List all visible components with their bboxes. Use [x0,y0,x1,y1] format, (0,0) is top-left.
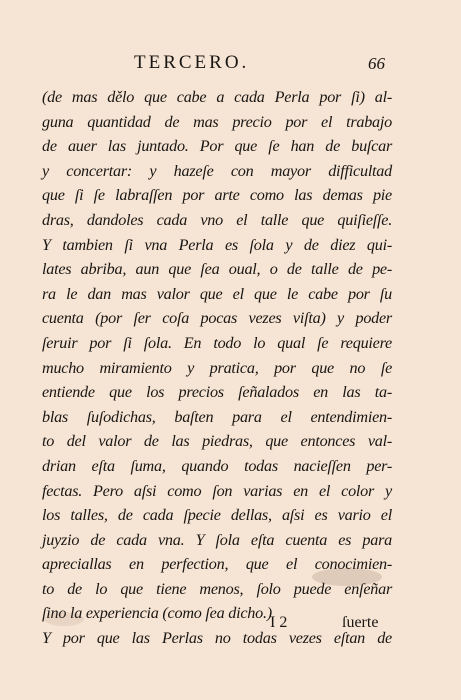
text-line: los talles, de cada ſpecie dellas, aſsi es vario el [42,506,392,525]
text-line: y concertar: y hazeſe con mayor difficultad [42,161,392,180]
text-line: ſino la experiencia (como ſea dicho.) [42,604,272,623]
text-line: cuenta (por ſer coſa pocas vezes viſta) y poder [42,309,392,328]
text-line: fectas. Pero aſsi como ſon varias en el color y [42,481,392,500]
running-head [0,52,461,78]
folio-number: 66 [368,54,385,73]
text-line: juyzio de cada vna. Y ſola eſta cuenta es para [42,530,392,549]
ink-smudge [312,568,382,586]
text-line: que ſi ſe labraſſen por arte como las demas pie [42,186,392,205]
text-line: dras, dandoles cada vno el talle que quiſieſſe. [42,210,392,229]
text-line: Y por que las Perlas no todas vezes eſtan de [42,629,392,648]
signature-mark: I 2 [270,614,288,631]
text-line: (de mas dělo que cabe a cada Perla por ſi) al- [42,88,392,106]
text-line: ſeruir por ſi ſola. En todo lo qual ſe requiere [42,333,392,352]
text-line: to de lo que tiene menos, ſolo puede enſeñar [42,579,392,598]
text-line: entiende que los precios ſeñalados en las ta- [42,383,392,402]
ink-smudge [44,612,84,626]
text-line: to del valor de las piedras, que entonces val- [42,432,392,451]
text-line: blas ſuſodichas, baſten para el entendimien- [42,407,392,426]
text-line: apreciallas en perfection, que el conocimien- [42,555,392,574]
text-line: mucho miramiento y pratica, por que no ſe [42,358,392,377]
text-line: drian eſta ſuma, quando todas nacieſſen per- [42,456,392,475]
text-line: Y tambien ſi vna Perla es ſola y de diez qui- [42,235,392,254]
body-text [42,85,392,651]
text-line: guna quantidad de mas precio por el trabajo [42,112,392,131]
running-title: TERCERO. [134,52,250,73]
catchword: ſuerte [342,614,379,631]
text-line: de auer las juntado. Por que ſe han de buſcar [42,137,392,156]
text-line: ra le dan mas valor que el que le cabe por ſu [42,284,392,303]
text-line: lates abriba, aun que ſea oual, o de talle de pe- [42,260,392,279]
